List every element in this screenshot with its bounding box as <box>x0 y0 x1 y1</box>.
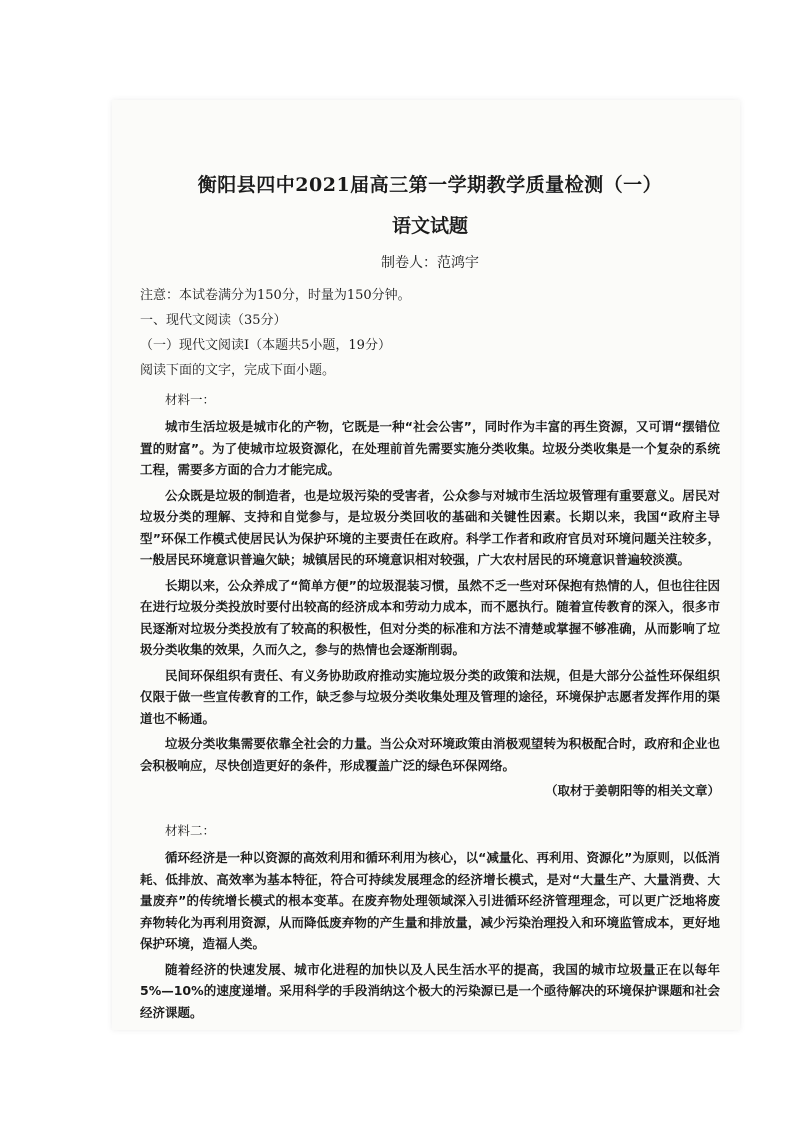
material-label: 材料二： <box>165 823 216 838</box>
paragraph: 随着经济的快速发展、城市化进程的加快以及人民生活水平的提高，我国的城市垃圾量正在以每年5%—10%的速度递增。采用科学的手段消纳这个极大的污染源已是一个亟待解决的环境保护课题和社会经济课题。 <box>140 961 720 1020</box>
exam-title: 衡阳县四中2021届高三第一学期教学质量检测（一） <box>197 174 663 196</box>
paragraph: 民间环保组织有责任、有义务协助政府推动实施垃圾分类的政策和法规，但是大部分公益性环保组织仅限于做一些宣传教育的工作，缺乏参与垃圾分类收集处理及管理的途径，环境保护志愿者发挥作用的渠道也不畅通。 <box>140 667 720 726</box>
paragraph: 公众既是垃圾的制造者，也是垃圾污染的受害者，公众参与对城市生活垃圾管理有重要意义。居民对垃圾分类的理解、支持和自觉参与，是垃圾分类回收的基础和关键性因素。长期以来，我国“政府主导型”环保工作模式使居民认为保护环境的主要责任在政府。科学工作者和政府官员对环境问题关注较多，一般居民环境意识普遍欠缺；城镇居民的环境意识相对较强，广大农村居民的环境意识普遍较淡漠。 <box>140 487 720 567</box>
material-label: 材料一： <box>165 392 216 407</box>
exam-subtitle: 语文试题 <box>391 215 468 237</box>
reading-instruction: 阅读下面的文字，完成下面小题。 <box>140 363 336 378</box>
subsection-heading: （一）现代文阅读Ⅰ（本题共5小题，19分） <box>140 338 391 353</box>
section-heading: 一、现代文阅读（35分） <box>140 313 287 328</box>
paragraph: 垃圾分类收集需要依靠全社会的力量。当公众对环境政策由消极观望转为积极配合时，政府和企业也会积极响应，尽快创造更好的条件，形成覆盖广泛的绿色环保网络。 <box>140 736 720 773</box>
paragraph: 城市生活垃圾是城市化的产物，它既是一种“社会公害”，同时作为丰富的再生资源，又可谓“摆错位置的财富”。为了使城市垃圾资源化，在处理前首先需要实施分类收集。垃圾分类收集是一个复杂的系统工程，需要多方面的合力才能完成。 <box>140 419 720 477</box>
exam-author: 制卷人：范鸿宇 <box>381 255 479 271</box>
exam-notice: 注意：本试卷满分为150分，时量为150分钟。 <box>140 288 411 303</box>
paragraph: 长期以来，公众养成了“简单方便”的垃圾混装习惯，虽然不乏一些对环保抱有热情的人，但也往往因在进行垃圾分类投放时要付出较高的经济成本和劳动力成本，而不愿执行。随着宣传教育的深入，很多市民逐渐对垃圾分类投放有了较高的积极性，但对分类的标准和方法不清楚或掌握不够准确，从而影响了垃圾分类收集的效果，久而久之，参与的热情也会逐渐削弱。 <box>140 577 720 657</box>
exam-document <box>140 170 720 1027</box>
source-citation: （取材于姜朝阳等的相关文章） <box>544 783 720 798</box>
paragraph: 循环经济是一种以资源的高效利用和循环利用为核心，以“减量化、再利用、资源化”为原则，以低消耗、低排放、高效率为基本特征，符合可持续发展理念的经济增长模式，是对“大量生产、大量消费、大量废弃”的传统增长模式的根本变革。在废弃物处理领域深入引进循环经济管理理念，可以更广泛地将废弃物转化为再利用资源，从而降低废弃物的产生量和排放量，减少污染治理投入和环境监管成本，更好地保护环境，造福人类。 <box>140 850 720 951</box>
